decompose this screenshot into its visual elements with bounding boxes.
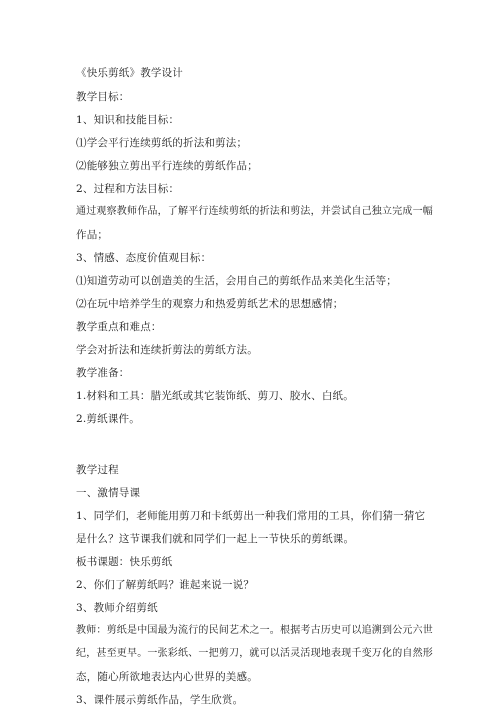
text-line: 是什么？这节课我们就和同学们一起上一节快乐的剪纸课。 bbox=[76, 533, 355, 545]
text-line: 2、过程和方法目标： bbox=[76, 183, 180, 195]
document-title: 《快乐剪纸》教学设计 bbox=[76, 67, 183, 79]
text-line: 纪，甚至更早。一张彩纸、一把剪刀，就可以活灵活现地表现千变万化的自然形 bbox=[76, 648, 433, 659]
text-line: 教学重点和难点： bbox=[76, 321, 162, 333]
text-line: ⑵在玩中培养学生的观察力和热爱剪纸艺术的思想感情； bbox=[76, 298, 344, 310]
text-line: 1、同学们，老师能用剪刀和卡纸剪出一种我们常用的工具，你们猜一猜它 bbox=[76, 510, 426, 522]
text-line: 学会对折法和连续折剪法的剪纸方法。 bbox=[76, 344, 258, 356]
section-heading: 教学过程 bbox=[76, 464, 119, 476]
text-line: 教学准备： bbox=[76, 367, 130, 379]
text-line: ⑴知道劳动可以创造美的生活，会用自己的剪纸作品来美化生活等； bbox=[76, 275, 397, 287]
text-line: 3、情感、态度价值观目标： bbox=[76, 252, 212, 264]
text-line: 3、课件展示剪纸作品，学生欣赏。 bbox=[76, 694, 244, 706]
text-line: 态，随心所欲地表达内心世界的美感。 bbox=[76, 671, 258, 683]
text-line: ⑴学会平行连续剪纸的折法和剪法； bbox=[76, 137, 248, 149]
text-line: 教师：剪纸是中国最为流行的民间艺术之一。根据考古历史可以追溯到公元六世 bbox=[76, 625, 433, 636]
text-line: 2.剪纸课件。 bbox=[76, 413, 140, 425]
text-line: 作品； bbox=[76, 229, 109, 241]
text-line: 1、知识和技能目标： bbox=[76, 114, 180, 126]
text-line: 2、你们了解剪纸吗？谁起来说一说？ bbox=[76, 579, 255, 591]
text-line: 教学目标： bbox=[76, 91, 130, 103]
text-line: 一、激情导课 bbox=[76, 487, 141, 499]
text-line: 1.材料和工具：腊光纸或其它装饰纸、剪刀、胶水、白纸。 bbox=[76, 390, 354, 402]
text-line: 板书课题：快乐剪纸 bbox=[76, 556, 173, 568]
text-line: ⑵能够独立剪出平行连续的剪纸作品； bbox=[76, 160, 258, 172]
text-line: 通过观察教师作品，了解平行连续剪纸的折法和剪法，并尝试自己独立完成一幅 bbox=[76, 206, 433, 217]
text-line: 3、教师介绍剪纸 bbox=[76, 602, 158, 614]
